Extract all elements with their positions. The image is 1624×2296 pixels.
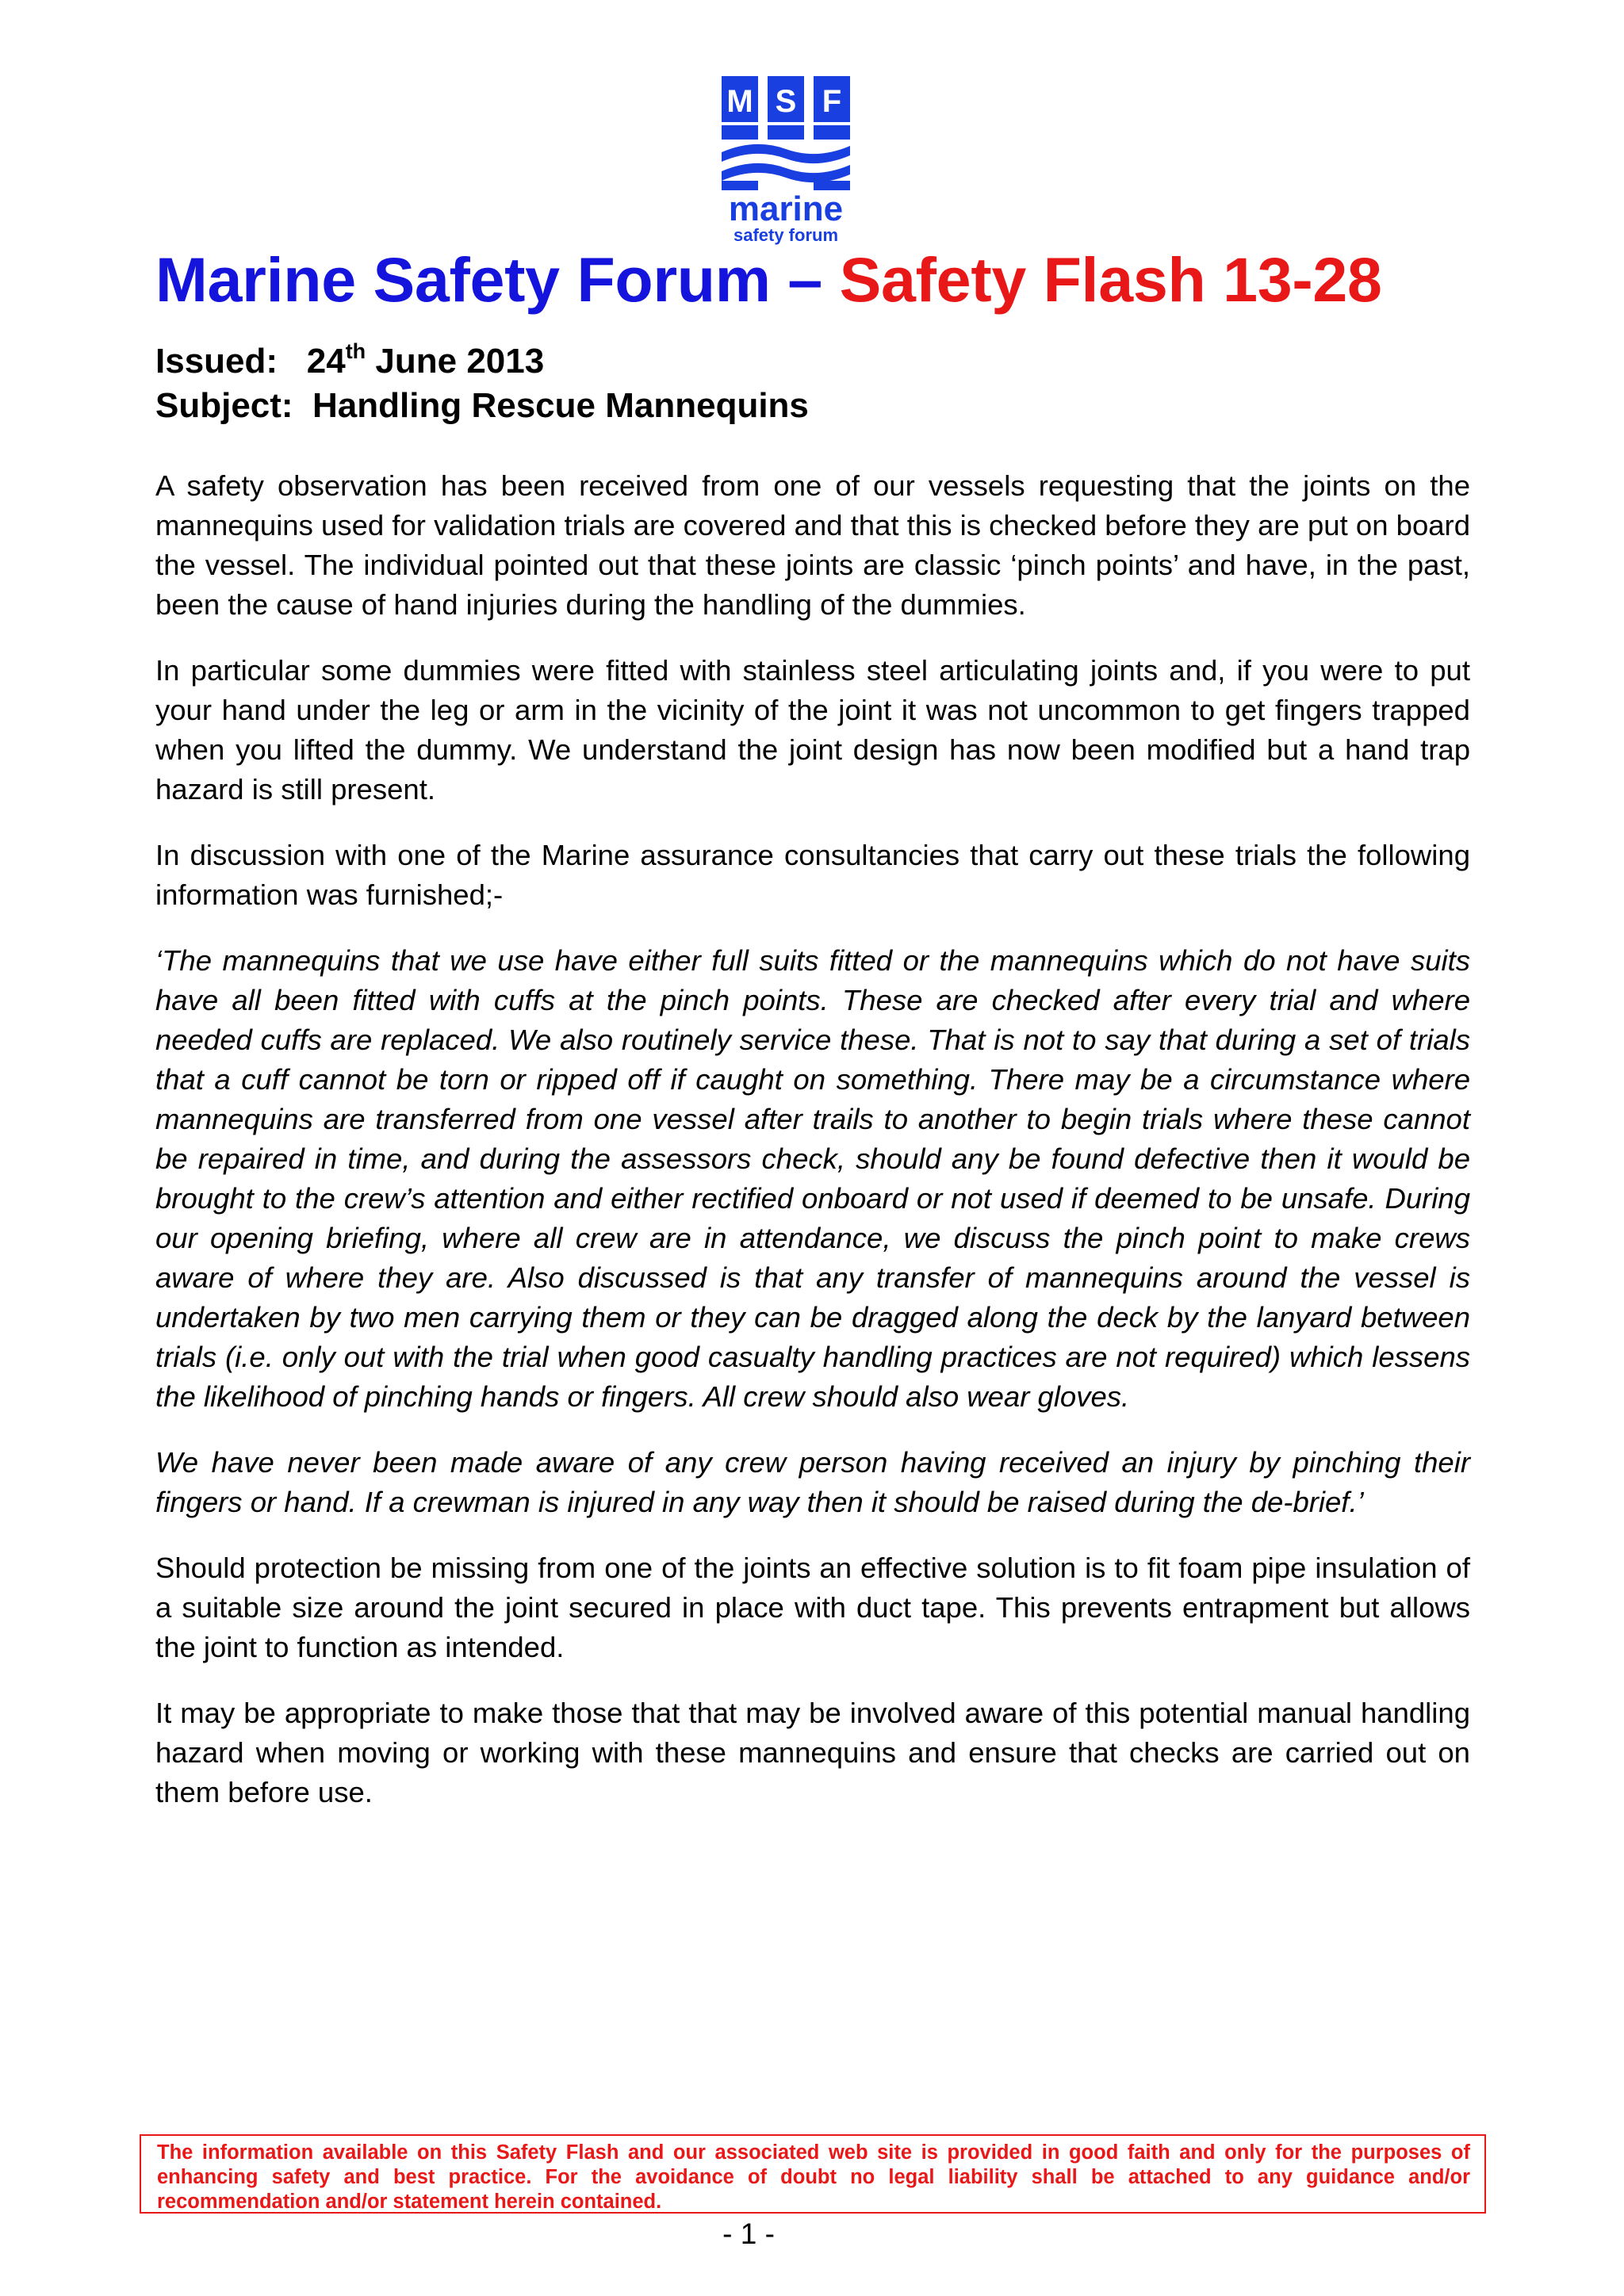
paragraph-solution: Should protection be missing from one of the joints an effective solution is to fit foam pipe insulation of a suitable size around the joint secured in place with duct tape. This prevents entrapment but allows the joint to function as intended.	[155, 1552, 1470, 1663]
title-forum: Marine Safety Forum –	[155, 244, 840, 315]
page-number: - 1 -	[722, 2218, 775, 2250]
paragraph-discussion: In discussion with one of the Marine assurance consultancies that carry out these trials the following information was furnished;-	[155, 839, 1470, 911]
issued-day-suffix: th	[345, 339, 366, 363]
logo-word: marine	[728, 189, 844, 228]
document-meta	[155, 339, 809, 428]
logo-letter-f: F	[822, 84, 842, 119]
logo-letter-s: S	[775, 84, 797, 119]
disclaimer-box	[140, 2134, 1486, 2214]
document-body	[155, 466, 1470, 1839]
msf-logo	[720, 76, 852, 246]
disclaimer-text: The information available on this Safety Flash and our associated web site is provided in good faith and only for the purposes of enhancing safety and best practice. For the avoidance of doubt no legal liability shall be attached to any guidance and/or recommendation and/or statement herein contained.	[157, 2141, 1470, 2213]
subject-line	[155, 384, 809, 428]
paragraph-recommendation: It may be appropriate to make those that that may be involved aware of this potential manual handling hazard when moving or working with these mannequins and ensure that checks are carried out on them before use.	[155, 1697, 1470, 1808]
msf-logo-graphic	[720, 76, 852, 246]
subject-label: Subject:	[155, 386, 293, 425]
title-flash-number: Safety Flash 13-28	[839, 244, 1382, 315]
document-title	[155, 242, 1382, 318]
subject-value: Handling Rescue Mannequins	[312, 386, 809, 425]
issued-label: Issued:	[155, 342, 278, 381]
paragraph-observation: A safety observation has been received from one of our vessels requesting that the joints on the mannequins used for validation trials are covered and that this is checked before they are put on board the vessel. The individual pointed out that these joints are classic ‘pinch points’ and have, in the past, been the cause of hand injuries during the handling of the dummies.	[155, 469, 1470, 621]
logo-letter-m: M	[726, 84, 753, 119]
paragraph-quote-1: ‘The mannequins that we use have either full suits fitted or the mannequins which do not have suits have all been fitted with cuffs at the pinch points. These are checked after every trial and where needed cuffs are replaced. We also routinely service these. That is not to say that during a set of trials that a cuff cannot be torn or ripped off if caught on something. There may be a circumstance where mannequins are transferred from one vessel after trails to another to begin trials where these cannot be repaired in time, and during the assessors check, should any be found defective then it would be brought to the crew’s attention and either rectified onboard or not used if deemed to be unsafe. During our opening briefing, where all crew are in attendance, we discuss the pinch point to make crews aware of where they are. Also discussed is that any transfer of mannequins around the vessel is undertaken by two men carrying them or they can be dragged along the deck by the lanyard between trials (i.e. only out with the trial when good casualty handling practices are not required) which lessens the likelihood of pinching hands or fingers. All crew should also wear gloves.	[155, 944, 1470, 1413]
issued-line	[155, 339, 809, 384]
issued-date-rest: June 2013	[375, 342, 545, 381]
paragraph-quote-2: We have never been made aware of any crew person having received an injury by pinching their fingers or hand. If a crewman is injured in any way then it should be raised during the de-brief.’	[155, 1446, 1470, 1518]
issued-day: 24	[306, 342, 346, 381]
paragraph-dummies: In particular some dummies were fitted with stainless steel articulating joints and, if you were to put your hand under the leg or arm in the vicinity of the joint it was not uncommon to get fingers trapped when you lifted the dummy. We understand the joint design has now been modified but a hand trap hazard is still present.	[155, 654, 1470, 806]
logo-subword: safety forum	[733, 225, 839, 245]
